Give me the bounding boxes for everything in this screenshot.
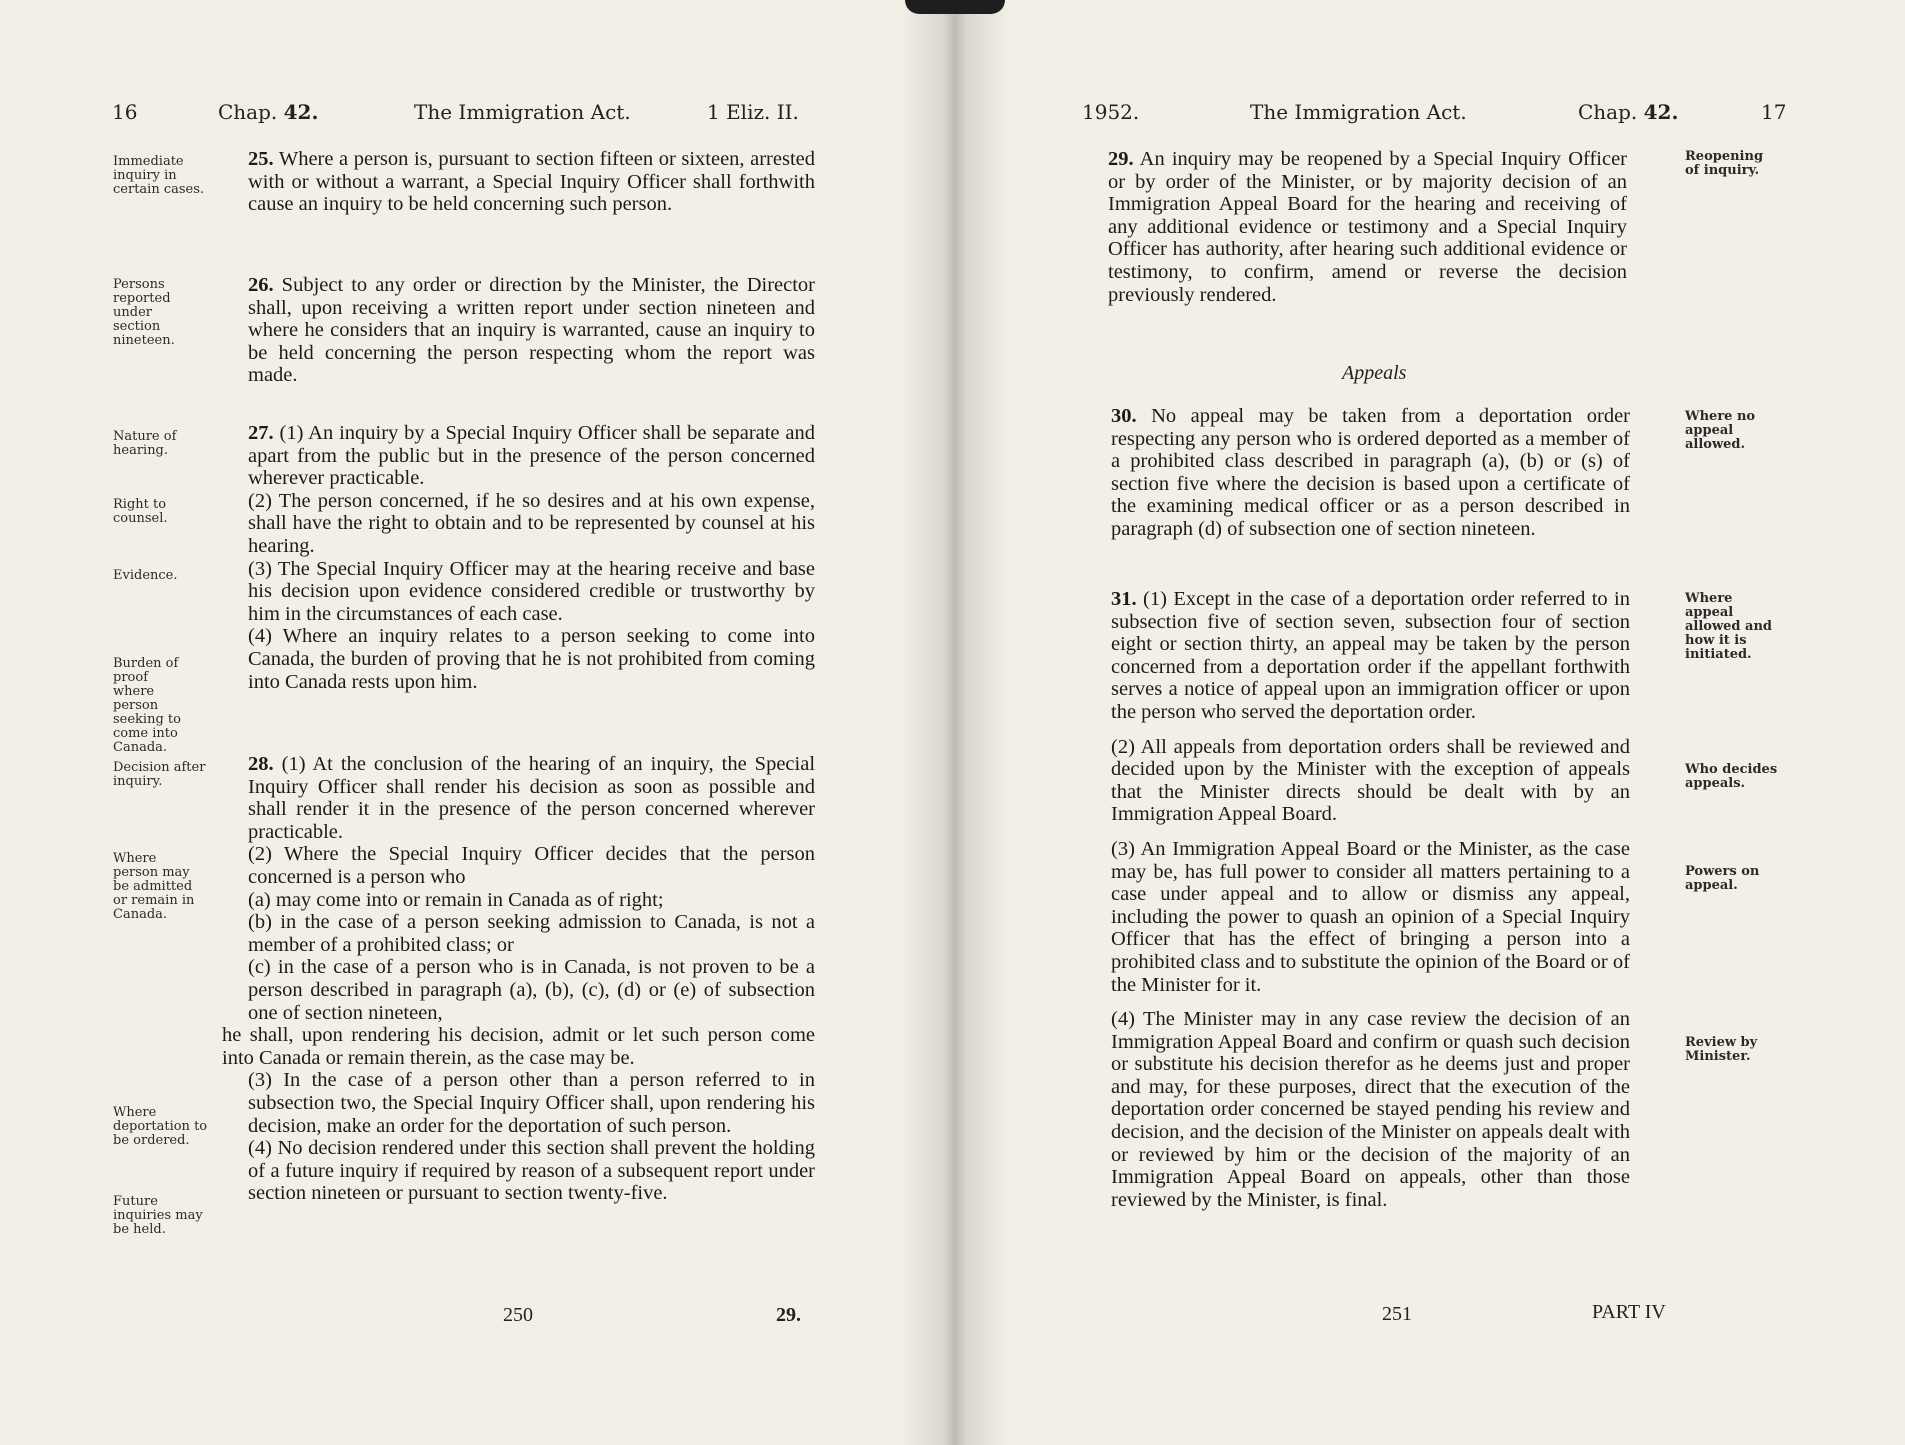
left-page [0, 0, 945, 1445]
subsection-2-end: he shall, upon rendering his decision, admit or let such person come into Canada or remain therein, as the case may be. [222, 1024, 815, 1069]
paragraph-a: (a) may come into or remain in Canada as of right; [248, 888, 664, 911]
subsection-1: (1) An inquiry by a Special Inquiry Officer shall be separate and apart from the public but in the presence of the person concerned wherever practicable. [248, 422, 816, 490]
margin-note-review-by-minister: Review by Minister. [1685, 1035, 1758, 1064]
chap-number: 42. [283, 100, 319, 124]
subsection-2: (2) Where the Special Inquiry Officer decides that the person concerned is a person who [248, 843, 815, 888]
binding-edge [905, 0, 1005, 14]
margin-note-who-decides: Who decides appeals. [1685, 762, 1778, 791]
margin-note-burden-of-proof: Burden of proof where person seeking to come into Canada. [113, 656, 181, 755]
left-regnal-year: 1 Eliz. II. [707, 100, 799, 124]
subsection-3: (3) In the case of a person other than a person referred to in subsection two, the Special Inquiry Officer shall, upon rendering his decision, make an order for the deportation of such person. [248, 1069, 815, 1137]
subsection-3: (3) The Special Inquiry Officer may at the hearing receive and base his decision upon evidence considered credible or trustworthy by him in the circumstances of each case. [248, 557, 815, 625]
section-text: An inquiry may be reopened by a Special Inquiry Officer or by order of the Minister, or by majority decision of an Immigration Appeal Board for the hearing and receiving of any additional evidence or testimony and a Special Inquiry Officer has authority, after hearing such additional evidence or testimony, to confirm, amend or reverse the decision previously rendered. [1108, 148, 1627, 306]
left-running-title: The Immigration Act. [414, 100, 631, 124]
section-30 [1085, 405, 1630, 541]
section-31 [1085, 588, 1630, 1211]
section-number: 28. [248, 753, 274, 775]
section-text: Where a person is, pursuant to section fifteen or sixteen, arrested with or without a warrant, a Special Inquiry Officer shall forthwith cause an inquiry to be held concerning such person. [248, 148, 816, 216]
right-catchword: PART IV [1592, 1301, 1666, 1323]
left-catchword: 29. [776, 1304, 801, 1326]
section-text: No appeal may be taken from a deportation order respecting any person who is ordered deported as a member of a prohibited class described in paragraph (a), (b) or (s) of section five where the decision is based upon a certificate of the examining medical officer or as a person described in paragraph (d) of subsection one of section nineteen. [1111, 405, 1630, 540]
book-gutter-shadow [900, 0, 1010, 1445]
right-page-number: 17 [1761, 100, 1787, 124]
subsection-1: (1) At the conclusion of the hearing of an inquiry, the Special Inquiry Officer shall render his decision as soon as possible and shall render it in the presence of the person concerned wherever practicable. [248, 753, 816, 843]
margin-note-persons-reported: Persons reported under section nineteen. [113, 277, 175, 348]
margin-note-decision-after-inquiry: Decision after inquiry. [113, 760, 206, 789]
subsection-1: (1) Except in the case of a deportation order referred to in subsection five of section seven, subsection four of section eight or section thirty, an appeal may be taken by the person concerned from a deportation order if the appellant forthwith serves a notice of appeal upon an immigration officer or upon the person who served the deportation order. [1111, 588, 1631, 723]
margin-note-where-no-appeal: Where no appeal allowed. [1685, 409, 1756, 452]
subsection-2: (2) All appeals from deportation orders shall be reviewed and decided upon by the Minister with the exception of appeals that the Minister directs should be dealt with by an Immigration Appeal Board. [1111, 735, 1630, 826]
section-26 [222, 274, 815, 387]
right-page [945, 0, 1905, 1445]
left-page-number: 16 [112, 100, 138, 124]
margin-note-nature-of-hearing: Nature of hearing. [113, 429, 177, 458]
left-chapter [218, 100, 318, 124]
paragraph-c: (c) in the case of a person who is in Canada, is not proven to be a person described in paragraph (a), (b), (c), (d) or (e) of subsection one of section nineteen, [248, 956, 815, 1024]
subsection-3: (3) An Immigration Appeal Board or the Minister, as the case may be, has full power to consider all matters pertaining to a case under appeal and to allow or dismiss any appeal, including the power to quash an opinion of a Special Inquiry Officer that has the effect of bringing a person into a prohibited class and to substitute the opinion of the Board or of the Minister for it. [1111, 837, 1630, 996]
paragraph-b: (b) in the case of a person seeking admission to Canada, is not a member of a prohibited class; or [248, 911, 815, 956]
right-running-title: The Immigration Act. [1250, 100, 1467, 124]
margin-note-where-admitted: Where person may be admitted or remain in Canada. [113, 851, 195, 922]
subsection-4: (4) No decision rendered under this section shall prevent the holding of a future inquiry if required by reason of a subsequent report under section nineteen or pursuant to section twenty-five. [248, 1137, 815, 1205]
section-text: Subject to any order or direction by the Minister, the Director shall, upon receiving a written report under section nineteen and where he considers that an inquiry is warranted, cause an inquiry to be held concerning the person respecting whom the report was made. [248, 274, 815, 387]
section-number: 29. [1108, 148, 1134, 170]
margin-note-evidence: Evidence. [113, 568, 178, 583]
chap-prefix: Chap. [1578, 100, 1638, 124]
margin-note-where-appeal-allowed: Where appeal allowed and how it is initiated. [1685, 591, 1773, 662]
section-number: 30. [1111, 405, 1137, 427]
section-number: 31. [1111, 588, 1137, 610]
section-28 [222, 753, 815, 1205]
margin-note-right-to-counsel: Right to counsel. [113, 497, 168, 526]
appeals-heading: Appeals [1342, 362, 1407, 384]
margin-note-immediate-inquiry: Immediate inquiry in certain cases. [113, 154, 205, 197]
section-number: 26. [248, 274, 274, 296]
section-27 [222, 422, 815, 693]
chap-number: 42. [1643, 100, 1679, 124]
margin-note-reopening: Reopening of inquiry. [1685, 149, 1764, 178]
section-25 [222, 148, 815, 216]
margin-note-future-inquiries: Future inquiries may be held. [113, 1194, 203, 1237]
section-29 [1082, 148, 1627, 306]
section-number: 27. [248, 422, 274, 444]
right-printed-page-number: 251 [1382, 1303, 1412, 1325]
left-printed-page-number: 250 [503, 1304, 533, 1326]
right-chapter [1578, 100, 1678, 124]
margin-note-where-deportation: Where deportation to be ordered. [113, 1105, 208, 1148]
subsection-2: (2) The person concerned, if he so desires and at his own expense, shall have the right to obtain and to be represented by counsel at his hearing. [248, 489, 815, 557]
subsection-4: (4) Where an inquiry relates to a person seeking to come into Canada, the burden of proving that he is not prohibited from coming into Canada rests upon him. [248, 625, 815, 693]
subsection-4: (4) The Minister may in any case review the decision of an Immigration Appeal Board and confirm or quash such decision or substitute his decision therefor as he deems just and proper and may, for these purposes, direct that the execution of the deportation order concerned be stayed pending his review and decision, and the decision of the Minister on appeals dealt with or reviewed by him or the decision of the majority of an Immigration Appeal Board on appeals, other than those reviewed by the Minister, is final. [1111, 1008, 1630, 1211]
chap-prefix: Chap. [218, 100, 278, 124]
margin-note-powers-on-appeal: Powers on appeal. [1685, 864, 1760, 893]
section-number: 25. [248, 148, 274, 170]
right-year: 1952. [1082, 100, 1140, 124]
